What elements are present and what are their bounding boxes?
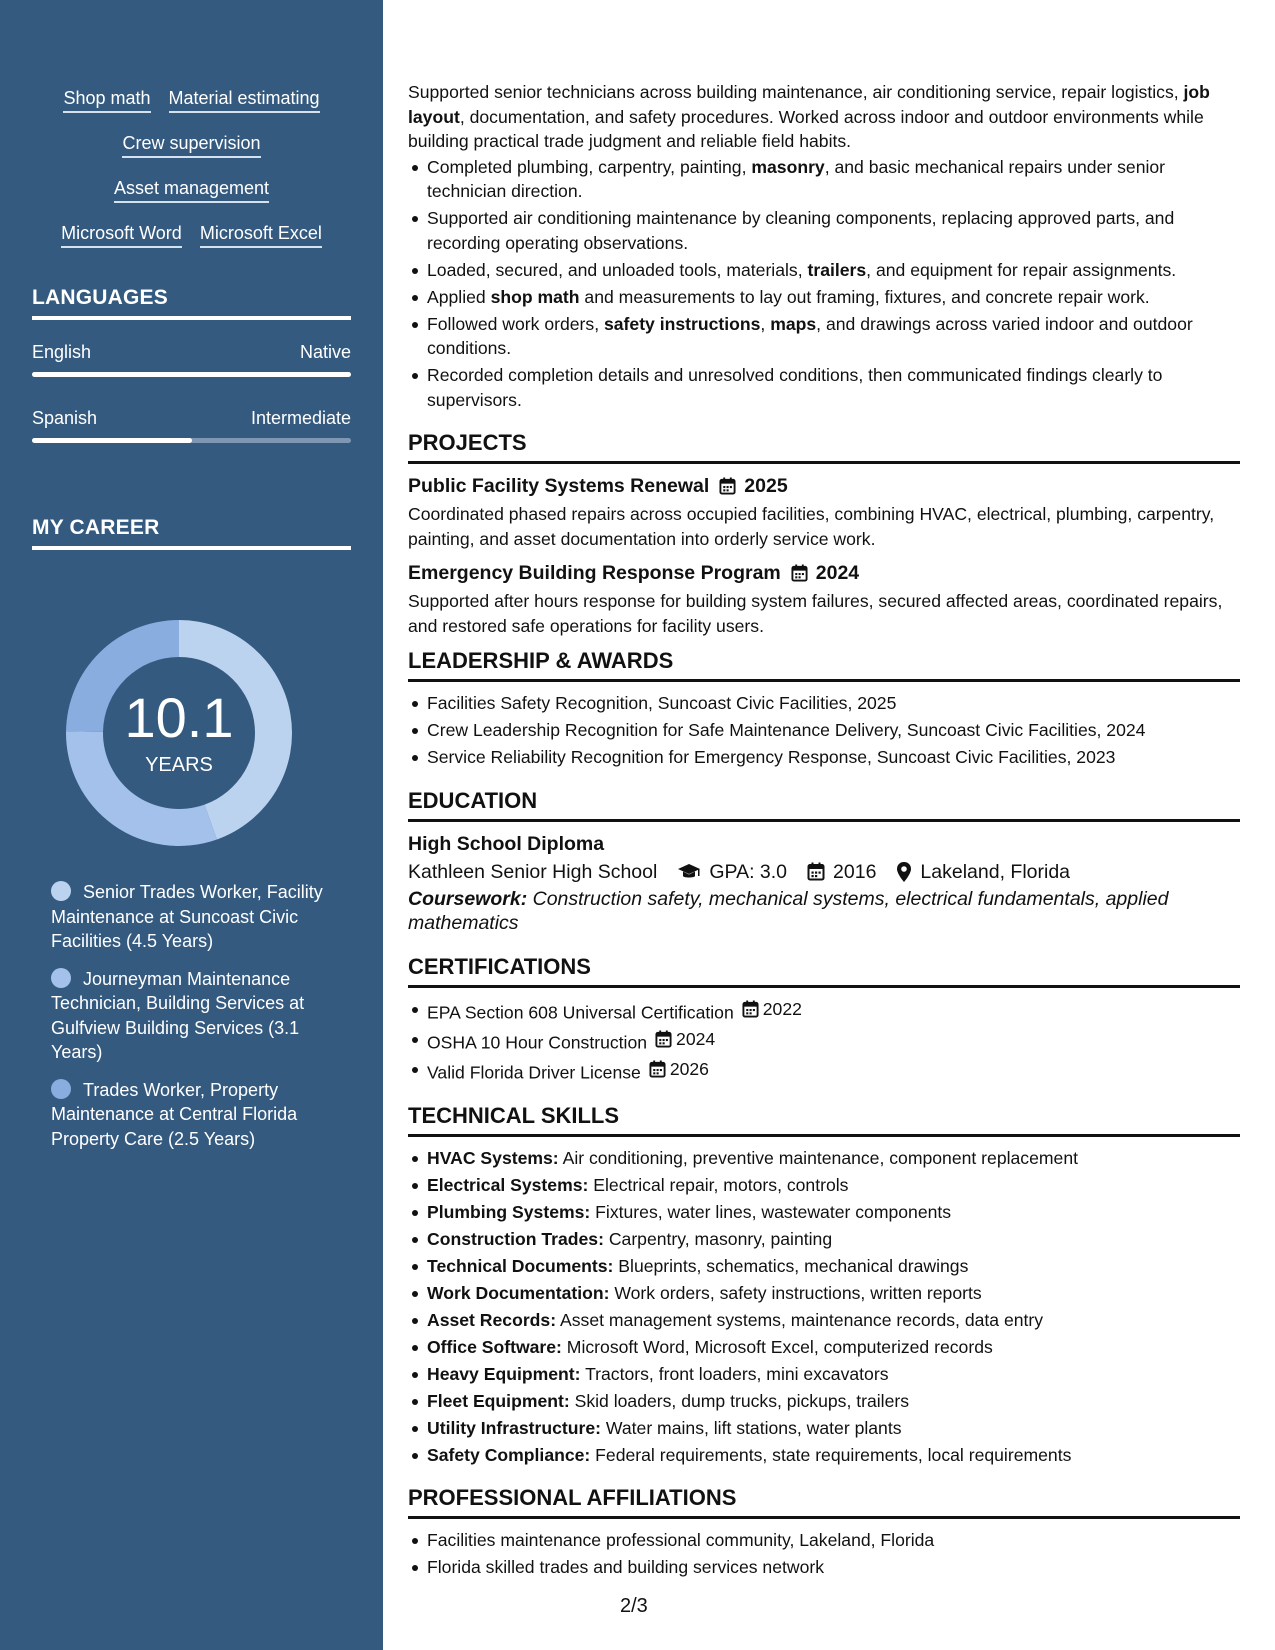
calendar-icon [649,1060,666,1078]
certification-date [742,997,802,1022]
skill-details: Skid loaders, dump trucks, pickups, trailers [569,1390,910,1411]
skill-row [32,131,351,158]
technical-skill-item [408,1227,1240,1252]
career-total-unit: YEARS [145,754,213,776]
text-run: , and equipment for repair assignments. [866,259,1177,280]
career-item [51,1078,341,1152]
certifications-heading: CERTIFICATIONS [408,953,1240,988]
project-name: Emergency Building Response Program [408,562,781,584]
legend-dot [51,1079,71,1099]
experience-bullet [408,258,1240,283]
coursework-label: Coursework: [408,887,528,910]
legend-dot [51,968,71,988]
location-pin-icon [896,861,912,883]
legend-dot [51,881,71,901]
skill-details: Water mains, lift stations, water plants [601,1417,902,1438]
text-run: , and basic mechanical repairs under senior technician direction. [427,156,1166,201]
coursework-text: Construction safety, mechanical systems, electrical fundamentals, applied mathematics [408,887,1169,934]
award-item: Service Reliability Recognition for Emergency Response, Suncoast Civic Facilities, 2023 [408,745,1240,770]
skill-category: Utility Infrastructure: [427,1417,602,1438]
project-date [719,473,787,499]
graduation-year: 2016 [833,860,877,883]
bold-text: maps [770,313,817,334]
affiliations-heading: PROFESSIONAL AFFILIATIONS [408,1484,1240,1519]
certification-item [408,1057,1240,1085]
skill-tag: Microsoft Word [61,221,182,248]
technical-skill-item [408,1281,1240,1306]
calendar-icon [807,862,825,881]
skill-category: HVAC Systems: [427,1147,559,1168]
language-level-bar [32,372,351,377]
text-run: , and drawings across varied indoor and outdoor conditions. [427,313,1193,358]
language-name: English [32,342,92,362]
skill-row [32,86,351,113]
affiliations-list [408,1528,1240,1580]
experience-bullet [408,312,1240,361]
skill-category: Electrical Systems: [427,1174,589,1195]
certification-name: EPA Section 608 Universal Certification [427,1001,734,1022]
calendar-icon [719,477,736,495]
skill-details: Work orders, safety instructions, written reports [609,1282,982,1303]
projects-heading: PROJECTS [408,429,1240,464]
projects-list [408,473,1240,638]
awards-list [408,691,1240,770]
technical-skills-heading: TECHNICAL SKILLS [408,1102,1240,1137]
technical-skill-item [408,1362,1240,1387]
certification-item [408,1027,1240,1055]
school-name: Kathleen Senior High School [408,860,658,883]
technical-skill-item [408,1335,1240,1360]
certifications-list [408,997,1240,1085]
skill-details: Blueprints, schematics, mechanical drawings [613,1255,969,1276]
text-run: Supported senior technicians across building maintenance, air conditioning service, repair logistics, [408,82,1184,102]
text-run: and measurements to lay out framing, fixtures, and concrete repair work. [579,286,1150,307]
language-item [32,407,351,443]
education-heading: EDUCATION [408,787,1240,822]
main-content [408,80,1240,1582]
skill-details: Carpentry, masonry, painting [603,1228,833,1249]
technical-skill-item [408,1443,1240,1468]
career-text: Trades Worker, Property Maintenance at Central Florida Property Care (2.5 Years) [51,1079,298,1149]
language-level: Native [299,342,351,362]
text-run: Loaded, secured, and unloaded tools, materials, [427,259,808,280]
skill-details: Electrical repair, motors, controls [588,1174,849,1195]
page-number: 2/3 [620,1595,648,1617]
award-item: Crew Leadership Recognition for Safe Maintenance Delivery, Suncoast Civic Facilities, 2024 [408,718,1240,743]
skill-category: Fleet Equipment: [427,1390,570,1411]
gpa: GPA: 3.0 [709,860,788,883]
skill-details: Microsoft Word, Microsoft Excel, computerized records [561,1336,993,1357]
awards-heading: LEADERSHIP & AWARDS [408,647,1240,682]
career-text: Journeyman Maintenance Technician, Building Services at Gulfview Building Services (3.1 Years) [51,968,305,1062]
career-list [51,880,341,1164]
language-labels [32,341,351,363]
project-date [791,560,859,586]
skill-tag: Crew supervision [122,131,260,158]
language-labels [32,407,351,429]
skill-row [32,221,351,248]
skill-tag: Asset management [114,176,269,203]
career-item [51,967,341,1065]
technical-skill-item [408,1416,1240,1441]
skill-details: Asset management systems, maintenance records, data entry [556,1309,1044,1330]
career-item [51,880,341,954]
language-level-fill [32,438,192,443]
skill-category: Heavy Equipment: [427,1363,581,1384]
technical-skills-list [408,1146,1240,1468]
career-heading: MY CAREER [32,516,351,550]
bold-text: job layout [408,82,1210,127]
skill-category: Technical Documents: [427,1255,614,1276]
bold-text: trailers [807,259,867,280]
experience-summary [408,80,1240,154]
coursework [408,887,1240,936]
skill-category: Construction Trades: [427,1228,604,1249]
language-level: Intermediate [250,408,351,428]
languages-heading: LANGUAGES [32,286,351,320]
skill-category: Safety Compliance: [427,1444,591,1465]
affiliation-item: Florida skilled trades and building services network [408,1555,1240,1580]
technical-skill-item [408,1200,1240,1225]
certification-name: OSHA 10 Hour Construction [427,1032,648,1052]
project-name: Public Facility Systems Renewal [408,475,710,497]
technical-skill-item [408,1146,1240,1171]
education-details [408,857,1240,887]
experience-bullets [408,155,1240,413]
language-name: Spanish [32,408,98,428]
certification-year: 2022 [762,998,802,1019]
bold-text: shop math [490,286,580,307]
certification-item [408,997,1240,1025]
project-description: Supported after hours response for building system failures, secured affected areas, coordinated repairs, and restored safe operations for facility users. [408,591,1223,636]
bold-text: masonry [751,156,825,177]
experience-bullet [408,155,1240,204]
text-run: Supported air conditioning maintenance by cleaning components, replacing approved parts, and recording operating observations. [427,208,1175,253]
career-total-value: 10.1 [124,686,234,749]
text-run: , [760,313,771,334]
degree: High School Diploma [408,832,605,855]
skill-category: Plumbing Systems: [427,1201,591,1222]
project-year: 2024 [815,562,860,584]
language-level-fill [32,372,351,377]
text-run: , documentation, and safety procedures. Worked across indoor and outdoor environments while building practical trade judgment and reliable field habits. [408,106,1204,151]
technical-skill-item [408,1389,1240,1414]
text-run: Completed plumbing, carpentry, painting, [427,156,752,177]
graduation-cap-icon [677,863,701,881]
skill-tag: Microsoft Excel [200,221,322,248]
text-run: Applied [427,286,491,307]
career-text: Senior Trades Worker, Facility Maintenance at Suncoast Civic Facilities (4.5 Years) [51,882,323,951]
technical-skill-item [408,1254,1240,1279]
certification-date [649,1057,709,1082]
text-run: Recorded completion details and unresolved conditions, then communicated findings clearly to supervisors. [427,365,1163,410]
calendar-icon [742,1000,759,1018]
project-title [408,473,1240,499]
skill-category: Work Documentation: [427,1282,610,1303]
certification-year: 2024 [676,1028,716,1049]
skill-details: Fixtures, water lines, wastewater components [590,1201,952,1222]
skill-details: Air conditioning, preventive maintenance, component replacement [558,1147,1078,1168]
project-description: Coordinated phased repairs across occupied facilities, combining HVAC, electrical, plumbing, carpentry, painting, and asset documentation into orderly service work. [408,504,1215,549]
skill-details: Tractors, front loaders, mini excavators [580,1363,889,1384]
certification-date [655,1027,715,1052]
sidebar [0,0,383,1650]
education-entry [408,831,1240,936]
language-item [32,341,351,377]
bold-text: safety instructions [603,313,761,334]
experience-bullet [408,363,1240,412]
certification-name: Valid Florida Driver License [427,1062,641,1083]
calendar-icon [791,564,808,582]
project-year: 2025 [744,475,788,497]
skill-tag: Material estimating [169,86,320,113]
skill-category: Asset Records: [427,1309,557,1330]
technical-skill-item [408,1173,1240,1198]
text-run: Followed work orders, [427,313,604,334]
affiliation-item: Facilities maintenance professional community, Lakeland, Florida [408,1528,1240,1553]
skill-details: Federal requirements, state requirements, local requirements [590,1444,1072,1465]
skill-row [32,176,351,203]
technical-skill-item [408,1308,1240,1333]
award-item: Facilities Safety Recognition, Suncoast Civic Facilities, 2025 [408,691,1240,716]
skill-tag: Shop math [63,86,150,113]
skill-tags [32,86,351,266]
project-title [408,560,1240,586]
calendar-icon [655,1030,672,1048]
certification-year: 2026 [669,1059,709,1079]
experience-bullet [408,285,1240,310]
school-location: Lakeland, Florida [920,860,1071,883]
skill-category: Office Software: [427,1336,562,1357]
language-level-bar [32,438,351,443]
experience-bullet [408,206,1240,255]
